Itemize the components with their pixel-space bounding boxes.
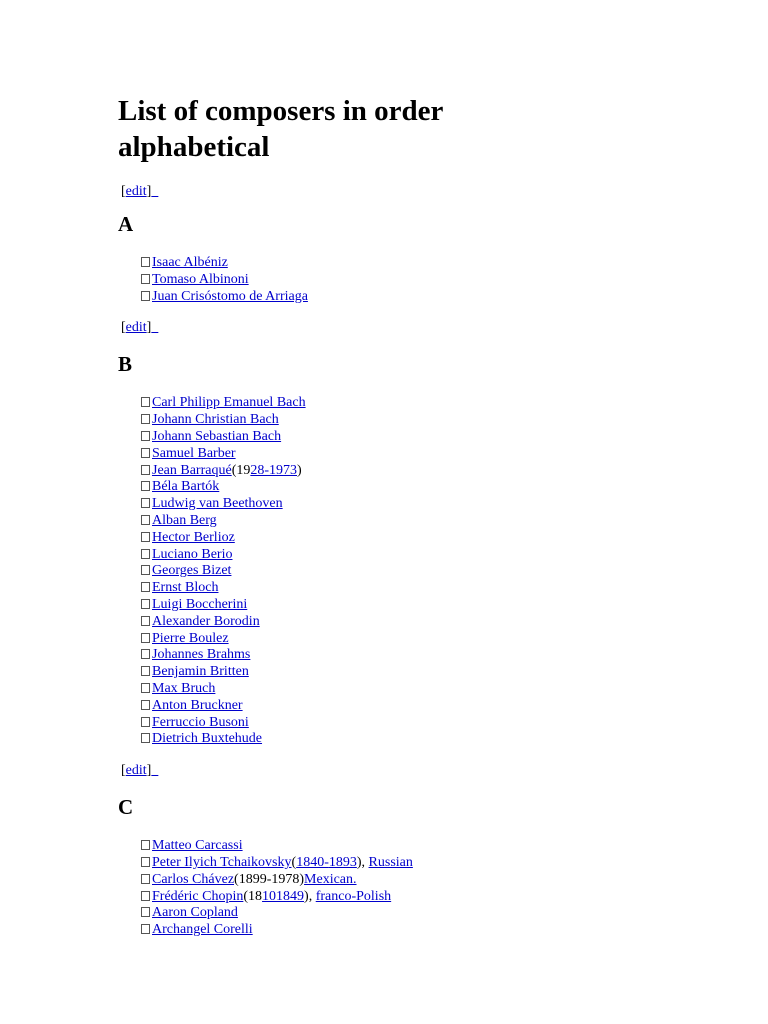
- composer-link[interactable]: Luigi Boccherini: [152, 596, 248, 612]
- composer-link[interactable]: Tomaso Albinoni: [152, 271, 249, 287]
- bullet-box-icon: [141, 649, 150, 659]
- list-item: [141, 289, 678, 306]
- list-item: [141, 715, 678, 732]
- list-item: [141, 698, 678, 715]
- composer-link[interactable]: Matteo Carcassi: [152, 838, 243, 854]
- composer-link[interactable]: Johannes Brahms: [152, 647, 251, 663]
- bullet-box-icon: [141, 683, 150, 693]
- year-link[interactable]: 1840-: [296, 854, 329, 870]
- bullet-box-icon: [141, 633, 150, 643]
- list-item: [141, 563, 678, 580]
- composer-link[interactable]: Juan Crisóstomo de Arriaga: [152, 288, 308, 304]
- bullet-box-icon: [141, 891, 150, 901]
- composer-list-a: [118, 255, 678, 305]
- years-open: (18: [243, 888, 263, 904]
- bullet-box-icon: [141, 857, 150, 867]
- composer-link[interactable]: Aaron Copland: [152, 905, 238, 921]
- list-item: [141, 614, 678, 631]
- composer-link[interactable]: Archangel Corelli: [152, 922, 253, 938]
- year-link[interactable]: 1893: [328, 854, 357, 870]
- list-item: [141, 530, 678, 547]
- section-heading-c: C: [118, 795, 134, 820]
- bullet-box-icon: [141, 666, 150, 676]
- bullet-box-icon: [141, 532, 150, 542]
- bullet-box-icon: [141, 414, 150, 424]
- years-close: ),: [304, 888, 316, 904]
- list-item: [141, 496, 678, 513]
- list-item: [141, 479, 678, 496]
- list-item: [141, 872, 678, 889]
- list-item: [141, 395, 678, 412]
- year-link[interactable]: 28-19: [250, 462, 284, 478]
- bullet-box-icon: [141, 431, 150, 441]
- year-link[interactable]: 101849: [262, 888, 305, 904]
- composer-link[interactable]: Georges Bizet: [152, 563, 232, 579]
- page-title-line-1: List of composers in order: [118, 95, 444, 127]
- composer-link[interactable]: Frédéric Chopin: [152, 888, 244, 904]
- list-item: [141, 631, 678, 648]
- bullet-box-icon: [141, 291, 150, 301]
- composer-link[interactable]: Benjamin Britten: [152, 664, 249, 680]
- edit-section-a: [edit]: [121, 320, 152, 336]
- bullet-box-icon: [141, 565, 150, 575]
- nationality-link[interactable]: Russian: [368, 854, 413, 870]
- list-item: [141, 547, 678, 564]
- list-item: [141, 597, 678, 614]
- list-item: [141, 838, 678, 855]
- composer-link[interactable]: Alexander Borodin: [152, 613, 260, 629]
- bullet-box-icon: [141, 924, 150, 934]
- bullet-box-icon: [141, 448, 150, 458]
- list-item: [141, 681, 678, 698]
- nationality-link[interactable]: Mexican.: [304, 871, 357, 887]
- edit-link[interactable]: edit: [125, 320, 147, 336]
- nationality-link[interactable]: franco-Polish: [315, 888, 392, 904]
- section-heading-b: B: [118, 352, 133, 377]
- list-item: [141, 905, 678, 922]
- composer-link[interactable]: Carl Philipp Emanuel Bach: [152, 395, 306, 411]
- list-item: [141, 255, 678, 272]
- composer-link[interactable]: Ferruccio Busoni: [152, 714, 249, 730]
- edit-section-top: [edit]: [121, 184, 152, 199]
- list-item: [141, 446, 678, 463]
- composer-link[interactable]: Carlos Chávez: [152, 871, 235, 887]
- bullet-box-icon: [141, 599, 150, 609]
- composer-list-c: [118, 838, 678, 939]
- edit-link[interactable]: edit: [125, 763, 147, 779]
- bullet-box-icon: [141, 907, 150, 917]
- bullet-box-icon: [141, 481, 150, 491]
- bullet-box-icon: [141, 616, 150, 626]
- composer-link[interactable]: Max Bruch: [152, 680, 216, 696]
- list-item: [141, 513, 678, 530]
- bullet-box-icon: [141, 274, 150, 284]
- composer-link[interactable]: Isaac Albéniz: [152, 255, 228, 270]
- composer-link[interactable]: Anton Bruckner: [152, 697, 243, 713]
- composer-link[interactable]: Alban Berg: [152, 512, 217, 528]
- bullet-box-icon: [141, 582, 150, 592]
- list-item: [141, 922, 678, 939]
- bullet-box-icon: [141, 700, 150, 710]
- list-item: [141, 664, 678, 681]
- bullet-box-icon: [141, 515, 150, 525]
- page-title-line-2: alphabetical: [118, 131, 270, 163]
- bullet-box-icon: [141, 840, 150, 850]
- composer-link[interactable]: Jean Barraqué: [152, 462, 232, 478]
- list-item: [141, 412, 678, 429]
- bullet-box-icon: [141, 498, 150, 508]
- bullet-box-icon: [141, 397, 150, 407]
- composer-list-b: [118, 395, 678, 748]
- edit-link[interactable]: edit: [125, 184, 147, 199]
- composer-link[interactable]: Ludwig van Beethoven: [152, 496, 283, 512]
- years-close: ),: [356, 854, 369, 870]
- list-item: [141, 731, 678, 748]
- bullet-box-icon: [141, 257, 150, 267]
- page-title: [118, 93, 678, 165]
- list-item: [141, 429, 678, 446]
- section-heading-a: A: [118, 212, 134, 236]
- bullet-box-icon: [141, 717, 150, 727]
- list-item: [141, 463, 678, 480]
- list-item: [141, 647, 678, 664]
- composer-link[interactable]: Samuel Barber: [152, 445, 236, 461]
- composer-link[interactable]: Peter Ilyich Tchaikovsky: [152, 854, 292, 870]
- composer-link[interactable]: Luciano Berio: [152, 546, 233, 562]
- years-open: (19: [231, 462, 251, 478]
- years-text: (1899-1978): [234, 871, 305, 887]
- list-item: [141, 272, 678, 289]
- edit-section-b: [edit]: [121, 763, 152, 779]
- list-item: [141, 580, 678, 597]
- bullet-box-icon: [141, 549, 150, 559]
- list-item: [141, 855, 678, 872]
- years-open: (: [291, 854, 297, 870]
- year-link[interactable]: 73: [283, 462, 298, 478]
- composer-link[interactable]: Ernst Bloch: [152, 580, 219, 596]
- years-close: ): [297, 462, 302, 478]
- list-item: [141, 889, 678, 906]
- bullet-box-icon: [141, 874, 150, 884]
- article: [118, 93, 678, 939]
- bullet-box-icon: [141, 733, 150, 743]
- composer-link[interactable]: Hector Berlioz: [152, 529, 235, 545]
- composer-link[interactable]: Béla Bartók: [152, 479, 220, 495]
- composer-link[interactable]: Johann Sebastian Bach: [152, 428, 282, 444]
- bullet-box-icon: [141, 465, 150, 475]
- composer-link[interactable]: Dietrich Buxtehude: [152, 731, 263, 747]
- composer-link[interactable]: Pierre Boulez: [152, 630, 229, 646]
- composer-link[interactable]: Johann Christian Bach: [152, 412, 279, 428]
